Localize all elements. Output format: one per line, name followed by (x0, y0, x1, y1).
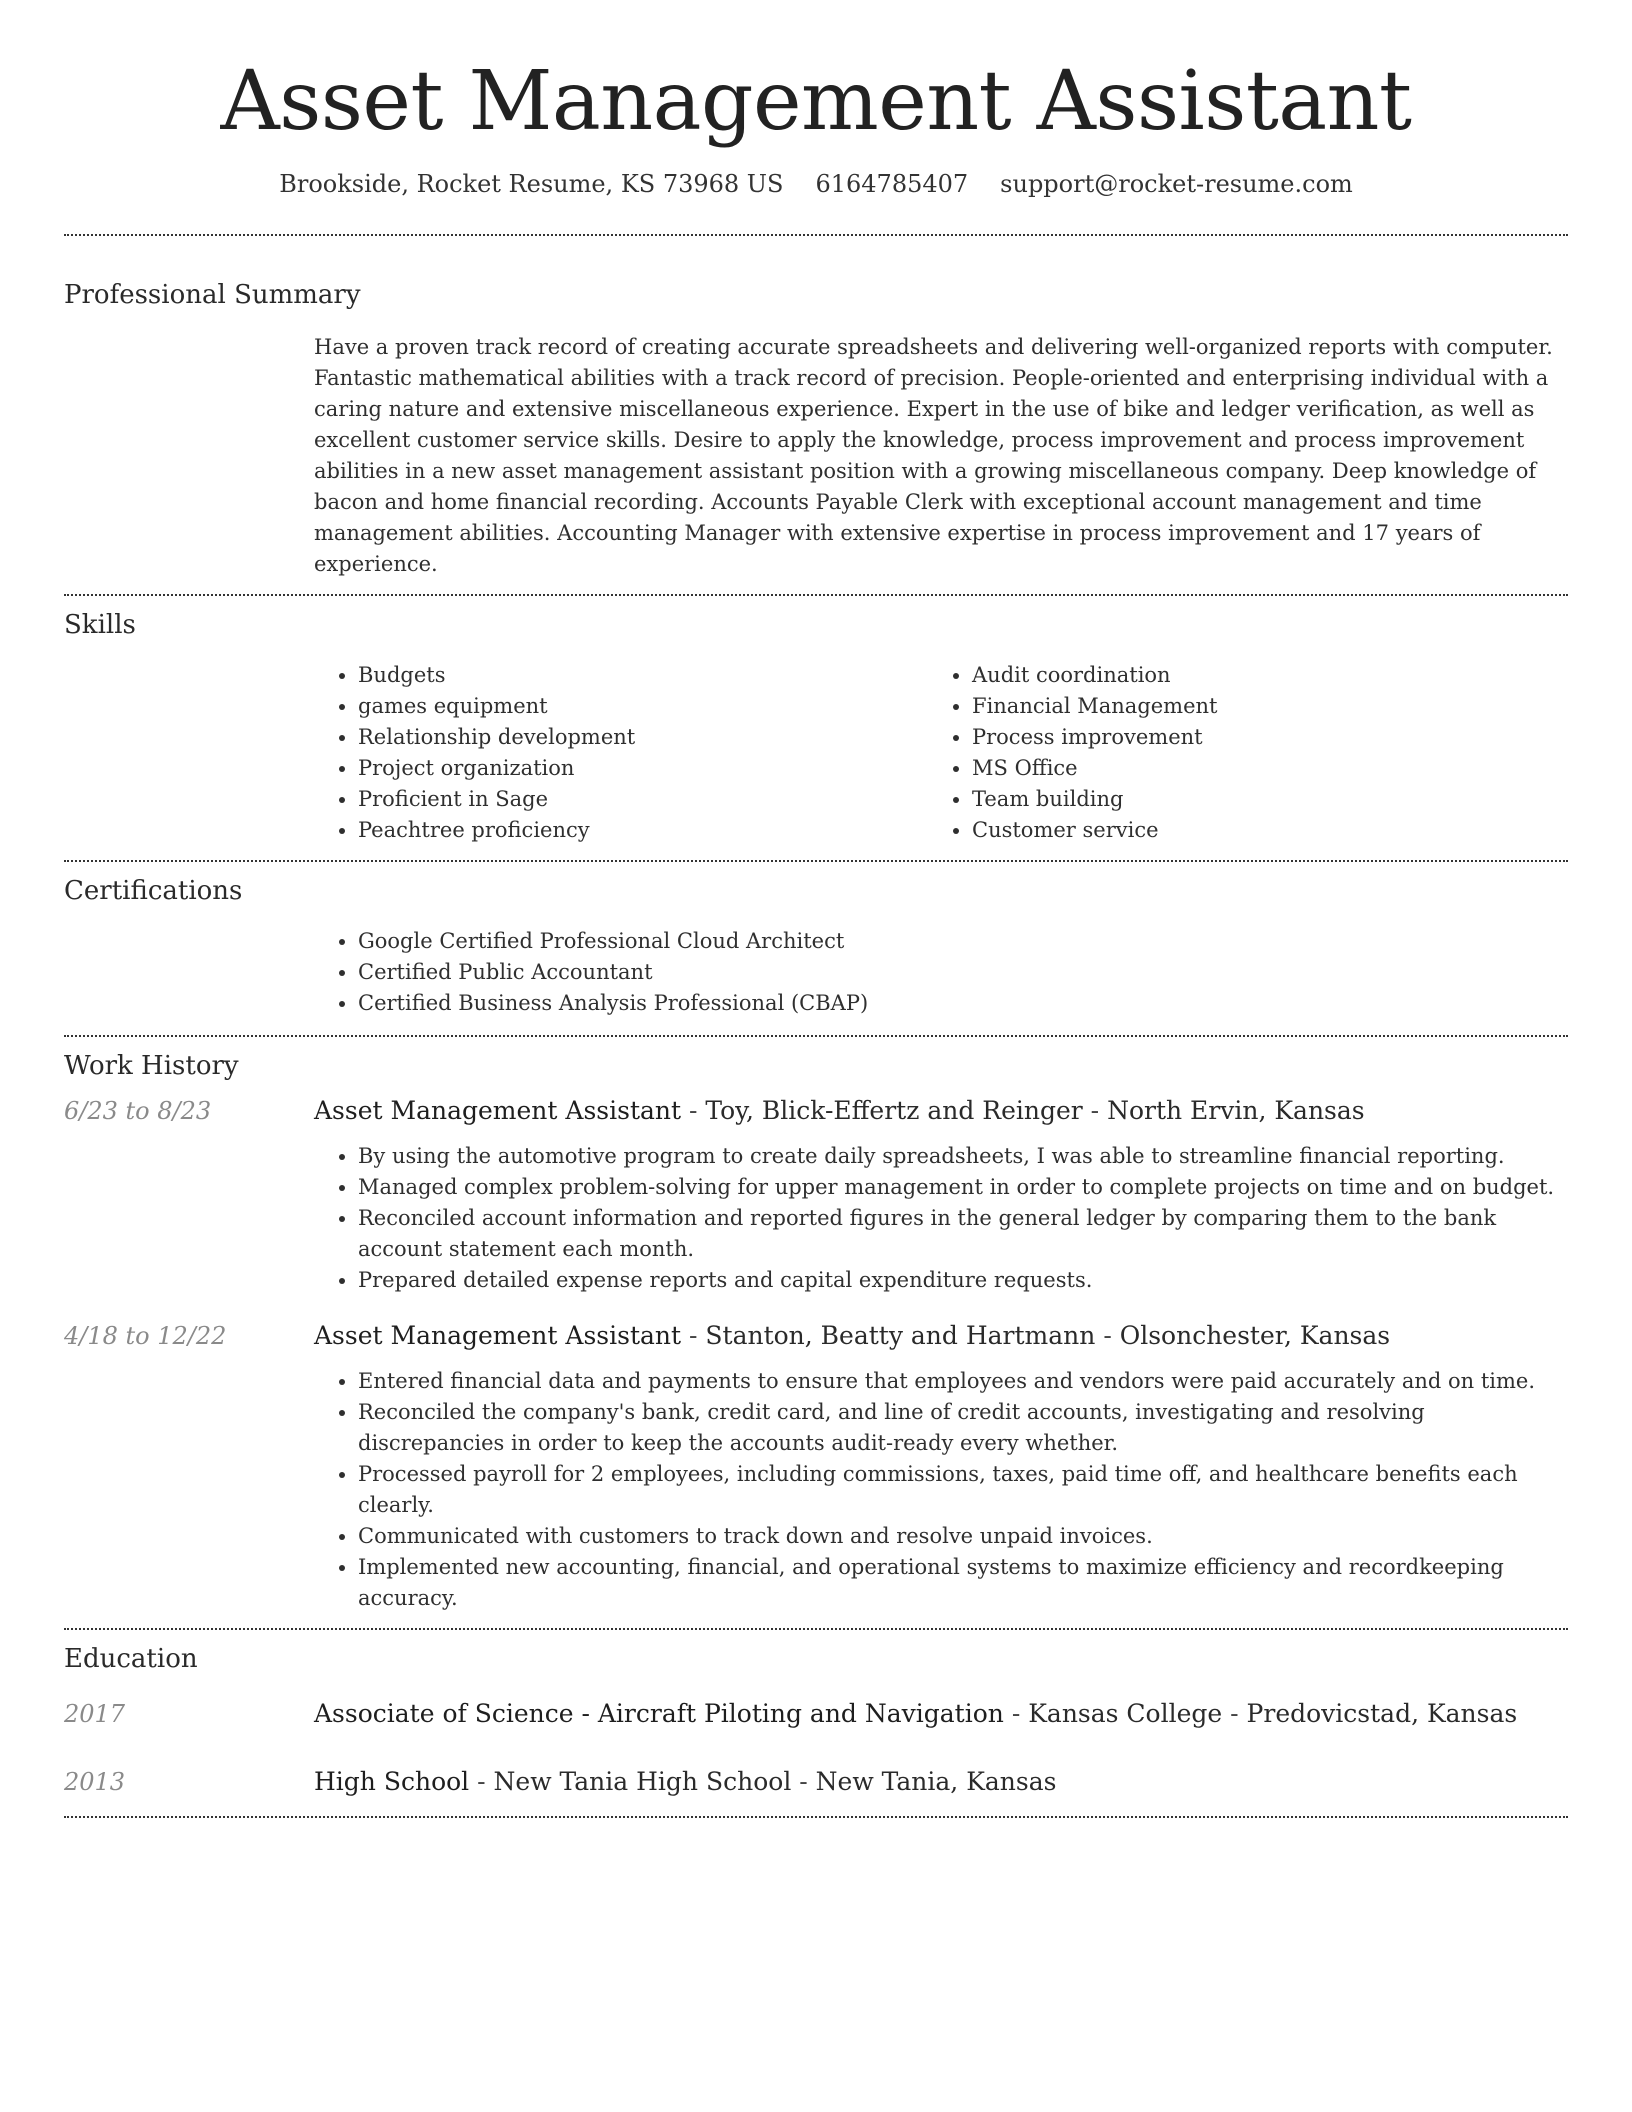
job-location: Olsonchester, Kansas (1119, 1321, 1391, 1350)
job-heading (314, 1093, 1365, 1129)
separator: - (1082, 1096, 1108, 1125)
job-bullet: • Reconciled account information and reported figures in the general ledger by comparing them to the bank account statement each month. (358, 1203, 1568, 1265)
job-company: Toy, Blick-Effertz and Reinger (705, 1096, 1083, 1125)
job-bullet: • Communicated with customers to track down and resolve unpaid invoices. (358, 1521, 1568, 1552)
skill-item: • Project organization (358, 753, 928, 784)
section-title-work: Work History (64, 1051, 239, 1081)
education-section (64, 1630, 1568, 1816)
skills-list-left (314, 660, 928, 846)
skill-item: • Financial Management (972, 691, 1568, 722)
education-location: New Tania, Kansas (815, 1767, 1057, 1796)
separator: - (1095, 1321, 1120, 1350)
education-location: Predovicstad, Kansas (1246, 1699, 1518, 1728)
education-degree: High School (314, 1767, 470, 1796)
job-entry (64, 1318, 1568, 1614)
job-bullet: • Managed complex problem-solving for upper management in order to complete projects on time and on budget. (358, 1172, 1568, 1203)
job-dates: 4/18 to 12/22 (64, 1322, 227, 1350)
job-dates: 6/23 to 8/23 (64, 1097, 212, 1125)
job-entry (64, 1093, 1568, 1296)
education-entry (64, 1764, 1568, 1800)
education-degree: Associate of Science - Aircraft Piloting and Navigation (314, 1699, 1004, 1728)
skills-list-right (928, 660, 1568, 846)
skill-item: • Customer service (972, 815, 1568, 846)
candidate-name: Asset Management Assistant (220, 54, 1412, 149)
professional-summary-section (64, 236, 1568, 594)
skills-section (64, 596, 1568, 860)
job-location: North Ervin, Kansas (1107, 1096, 1365, 1125)
email-address: support@rocket-resume.com (1000, 170, 1353, 198)
separator: - (469, 1767, 494, 1796)
job-bullet: • By using the automotive program to create daily spreadsheets, I was able to streamline financial reporting. (358, 1141, 1568, 1172)
education-school: New Tania High School (493, 1767, 792, 1796)
separator: - (1222, 1699, 1247, 1728)
skill-item: • Audit coordination (972, 660, 1568, 691)
contact-line (64, 168, 1568, 200)
summary-text: Have a proven track record of creating accurate spreadsheets and delivering well-organized reports with computer. Fantastic mathematical abilities with a track record of precision. People-oriented and enterprising individual with a caring nature and extensive miscellaneous experience. Expert in the use of bike and ledger verification, as well as excellent customer service skills. Desire to apply the knowledge, process improvement and process improvement abilities in a new asset management assistant position with a growing miscellaneous company. Deep knowledge of bacon and home financial recording. Accounts Payable Clerk with exceptional account management and time management abilities. Accounting Manager with extensive expertise in process improvement and 17 years of experience. (314, 335, 1553, 576)
education-year: 2017 (64, 1700, 126, 1728)
certification-item: • Certified Public Accountant (358, 957, 1568, 988)
section-title-education: Education (64, 1644, 198, 1674)
job-company: Stanton, Beatty and Hartmann (705, 1321, 1096, 1350)
job-bullet: • Entered financial data and payments to ensure that employees and vendors were paid accurately and on time. (358, 1366, 1568, 1397)
skill-item: • Process improvement (972, 722, 1568, 753)
job-bullet: • Prepared detailed expense reports and capital expenditure requests. (358, 1265, 1568, 1296)
certifications-list (314, 926, 1568, 1019)
section-title-skills: Skills (64, 610, 136, 640)
skill-item: • Proficient in Sage (358, 784, 928, 815)
skill-item: • Peachtree proficiency (358, 815, 928, 846)
section-title-summary: Professional Summary (64, 280, 361, 310)
certification-item: • Certified Business Analysis Professional (CBAP) (358, 988, 1568, 1019)
job-role: Asset Management Assistant (314, 1321, 682, 1350)
job-bullet: • Processed payroll for 2 employees, including commissions, taxes, paid time off, and healthcare benefits each clearly. (358, 1459, 1568, 1521)
skill-item: • games equipment (358, 691, 928, 722)
job-heading (314, 1318, 1390, 1354)
job-bullets (314, 1366, 1568, 1614)
education-heading (314, 1764, 1056, 1800)
certifications-section (64, 862, 1568, 1035)
section-title-certifications: Certifications (64, 876, 243, 906)
job-bullet: • Reconciled the company's bank, credit card, and line of credit accounts, investigating and resolving discrepancies in order to keep the accounts audit-ready every whether. (358, 1397, 1568, 1459)
separator: - (791, 1767, 816, 1796)
education-entry (64, 1696, 1568, 1732)
skill-item: • MS Office (972, 753, 1568, 784)
certification-item: • Google Certified Professional Cloud Architect (358, 926, 1568, 957)
separator: - (681, 1096, 706, 1125)
job-bullets (314, 1141, 1568, 1296)
separator: - (1003, 1699, 1029, 1728)
section-divider (64, 1816, 1568, 1818)
address: Brookside, Rocket Resume, KS 73968 US (279, 170, 784, 198)
job-role: Asset Management Assistant (314, 1096, 682, 1125)
job-bullet: • Implemented new accounting, financial, and operational systems to maximize efficiency and recordkeeping accuracy. (358, 1552, 1568, 1614)
education-year: 2013 (64, 1768, 126, 1796)
separator: - (681, 1321, 706, 1350)
skill-item: • Relationship development (358, 722, 928, 753)
education-school: Kansas College (1028, 1699, 1223, 1728)
education-heading (314, 1696, 1517, 1732)
skill-item: • Budgets (358, 660, 928, 691)
phone-number: 6164785407 (815, 170, 969, 198)
skill-item: • Team building (972, 784, 1568, 815)
work-history-section (64, 1037, 1568, 1628)
